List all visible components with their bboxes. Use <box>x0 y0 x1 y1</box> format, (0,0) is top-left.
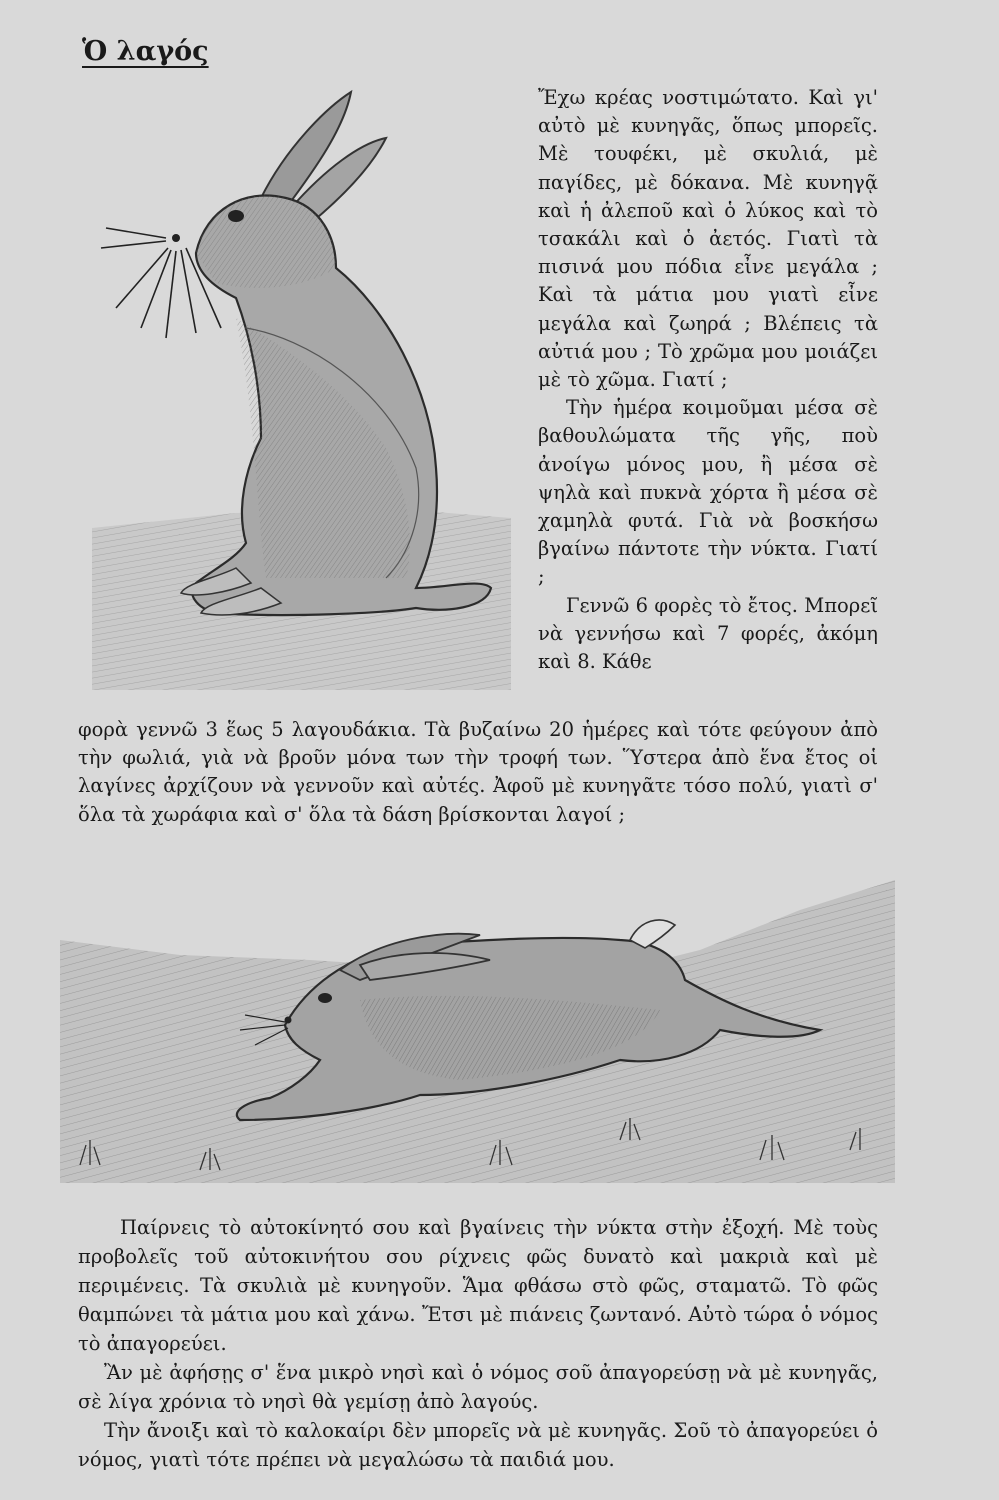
running-hare-illustration <box>60 880 895 1183</box>
paragraph: Ἂν μὲ ἀφήσῃς σ' ἕνα μικρὸ νησὶ καὶ ὁ νόμος σοῦ ἀπαγορεύσῃ νὰ μὲ κυνηγᾶς, σὲ λίγα χρόνια τὸ νησὶ θὰ γεμίσῃ ἀπὸ λαγούς. <box>78 1361 878 1413</box>
paragraph: Ἔχω κρέας νοστιμώτατο. Καὶ γι' αὐτὸ μὲ κυνηγᾶς, ὅπως μπορεῖς. Μὲ τουφέκι, μὲ σκυλιά, μὲ παγίδες, μὲ δόκανα. Μὲ κυνηγᾷ καὶ ἡ ἀλεποῦ καὶ ὁ λύκος καὶ τὸ τσακάλι καὶ ὁ ἀετός. Γιατὶ τὰ πισινά μου πόδια εἶνε μεγάλα ; Καὶ τὰ μάτια μου γιατὶ εἶνε μεγάλα καὶ ζωηρά ; Βλέπεις τὰ αὐτιά μου ; Τὸ χρῶμα μου μοιάζει μὲ τὸ χῶμα. Γιατί ; <box>538 86 878 392</box>
paragraph: Τὴν ἡμέρα κοιμοῦμαι μέσα σὲ βαθουλώματα τῆς γῆς, ποὺ ἀνοίγω μόνος μου, ἢ μέσα σὲ ψηλὰ καὶ πυκνὰ χόρτα ἢ μέσα σὲ χαμηλὰ φυτά. Γιὰ νὰ βοσκήσω βγαίνω πάντοτε τὴν νύκτα. Γιατί ; <box>538 396 878 589</box>
intro-column <box>538 84 878 676</box>
page-title: Ὁ λαγός <box>82 36 209 67</box>
paragraph: Τὴν ἄνοιξι καὶ τὸ καλοκαίρι δὲν μπορεῖς νὰ μὲ κυνηγᾶς. Σοῦ τὸ ἀπαγορεύει ὁ νόμος, γιατὶ τότε πρέπει νὰ μεγαλώσω τὰ παιδιά μου. <box>78 1419 878 1471</box>
continuation-paragraph: φορὰ γεννῶ 3 ἕως 5 λαγουδάκια. Τὰ βυζαίνω 20 ἡμέρες καὶ τότε φεύγουν ἀπὸ τὴν φωλιά, γιὰ νὰ βροῦν μόνα των τὴν τροφή των. Ὕστερα ἀπὸ ἕνα ἔτος οἱ λαγίνες ἀρχίζουν νὰ γεννοῦν καὶ αὐτές. Ἀφοῦ μὲ κυνηγᾶτε τόσο πολύ, γιατὶ σ' ὅλα τὰ χωράφια καὶ σ' ὅλα τὰ δάση βρίσκονται λαγοί ; <box>78 718 878 826</box>
sitting-hare-illustration <box>86 88 511 690</box>
paragraph: Παίρνεις τὸ αὐτοκίνητό σου καὶ βγαίνεις τὴν νύκτα στὴν ἐξοχή. Μὲ τοὺς προβολεῖς τοῦ αὐτοκινήτου σου ρίχνεις φῶς δυνατὸ καὶ μακριὰ καὶ μὲ περιμένεις. Τὰ σκυλιὰ μὲ κυνηγοῦν. Ἅμα φθάσω στὸ φῶς, σταματῶ. Τὸ φῶς θαμπώνει τὰ μάτια μου καὶ χάνω. Ἔτσι μὲ πιάνεις ζωντανό. Αὐτὸ τώρα ὁ νόμος τὸ ἀπαγορεύει. <box>78 1216 878 1355</box>
paragraph: Γεννῶ 6 φορὲς τὸ ἔτος. Μπορεῖ νὰ γεννήσω καὶ 7 φορές, ἀκόμη καὶ 8. Κάθε <box>538 593 878 674</box>
lower-text <box>78 1213 878 1474</box>
